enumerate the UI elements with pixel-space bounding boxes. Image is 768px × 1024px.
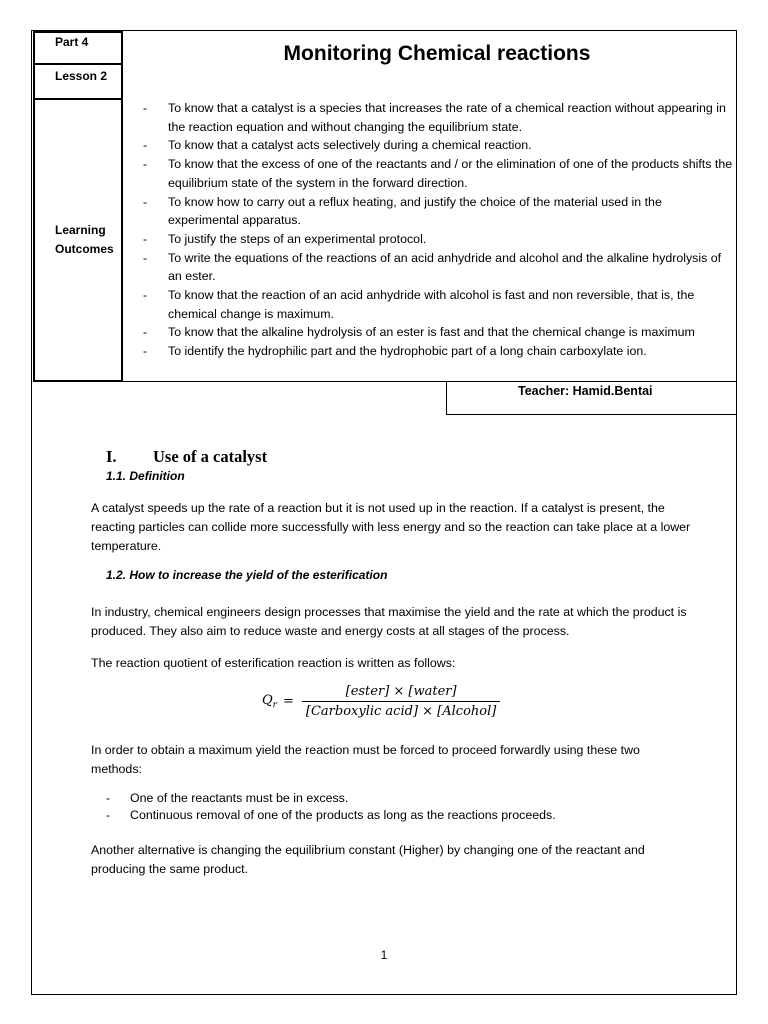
outcome-item: - To identify the hydrophilic part and the hydrophobic part of a long chain carboxylate ion. [143, 342, 733, 361]
section-title: Use of a catalyst [153, 447, 268, 466]
subsection-yield-heading: 1.2. How to increase the yield of the esterification [106, 568, 388, 582]
alternative-paragraph: Another alternative is changing the equilibrium constant (Higher) by changing one of the reactant and producing the same product. [91, 843, 645, 876]
outcome-item: - To know that the excess of one of the reactants and / or the elimination of one of the products shifts the equilibrium state of the system in the forward direction. [143, 155, 733, 192]
header-divider-vertical [121, 31, 123, 382]
formula-numerator: [ester] × [water] [345, 684, 457, 699]
industry-paragraph: In industry, chemical engineers design processes that maximise the yield and the rate at which the product is produced. They also aim to reduce waste and energy costs at all stages of the process. [91, 605, 687, 638]
outcome-item: - To know how to carry out a reflux heating, and justify the choice of the material used in the experimental apparatus. [143, 193, 733, 230]
learning-outcomes-list [143, 99, 733, 361]
outcome-item: - To know that the alkaline hydrolysis of an ester is fast and that the chemical change is maximum [143, 323, 733, 342]
teacher-box [446, 381, 737, 415]
formula-equals: = [282, 694, 294, 709]
outcome-item: - To write the equations of the reactions of an acid anhydride and alcohol and the alkaline hydrolysis of an ester. [143, 249, 733, 286]
lesson-cell [33, 64, 123, 100]
methods-list [106, 790, 556, 824]
method-item: - One of the reactants must be in excess. [106, 790, 556, 807]
part-cell [33, 31, 123, 64]
outcomes-label: Learning Outcomes [55, 223, 114, 256]
yield-intro-paragraph: In order to obtain a maximum yield the reaction must be forced to proceed forwardly using these two methods: [91, 743, 640, 776]
outcomes-cell [33, 99, 123, 382]
outcome-item: - To know that a catalyst acts selectively during a chemical reaction. [143, 136, 733, 155]
formula-denominator: [Carboxylic acid] × [Alcohol] [302, 701, 500, 719]
outcome-item: - To know that the reaction of an acid anhydride with alcohol is fast and non reversible, that is, the chemical change is maximum. [143, 286, 733, 323]
method-item: - Continuous removal of one of the products as long as the reactions proceeds. [106, 807, 556, 824]
page-title: Monitoring Chemical reactions [283, 42, 591, 65]
part-label: Part 4 [55, 35, 89, 49]
outcome-item: - To know that a catalyst is a species that increases the rate of a chemical reaction without appearing in the reaction equation and without changing the equilibrium state. [143, 99, 733, 136]
quotient-intro-paragraph: The reaction quotient of esterification reaction is written as follows: [91, 656, 456, 670]
formula-lhs: $Q_r$ [262, 692, 277, 711]
outcome-item: - To justify the steps of an experimental protocol. [143, 230, 733, 249]
formula-fraction [302, 684, 500, 719]
page-number: 1 [380, 948, 388, 962]
lesson-label: Lesson 2 [55, 69, 108, 83]
section-number: I. [106, 447, 117, 466]
reaction-quotient-formula [262, 684, 500, 719]
teacher-name: Teacher: Hamid.Bentai [518, 384, 653, 398]
section-heading [106, 447, 267, 467]
definition-paragraph: A catalyst speeds up the rate of a reaction but it is not used up in the reaction. If a catalyst is present, the reacting particles can collide more successfully with less energy and so the reaction can take place at a lower temperature. [91, 501, 691, 553]
subsection-definition-heading: 1.1. Definition [106, 469, 185, 483]
